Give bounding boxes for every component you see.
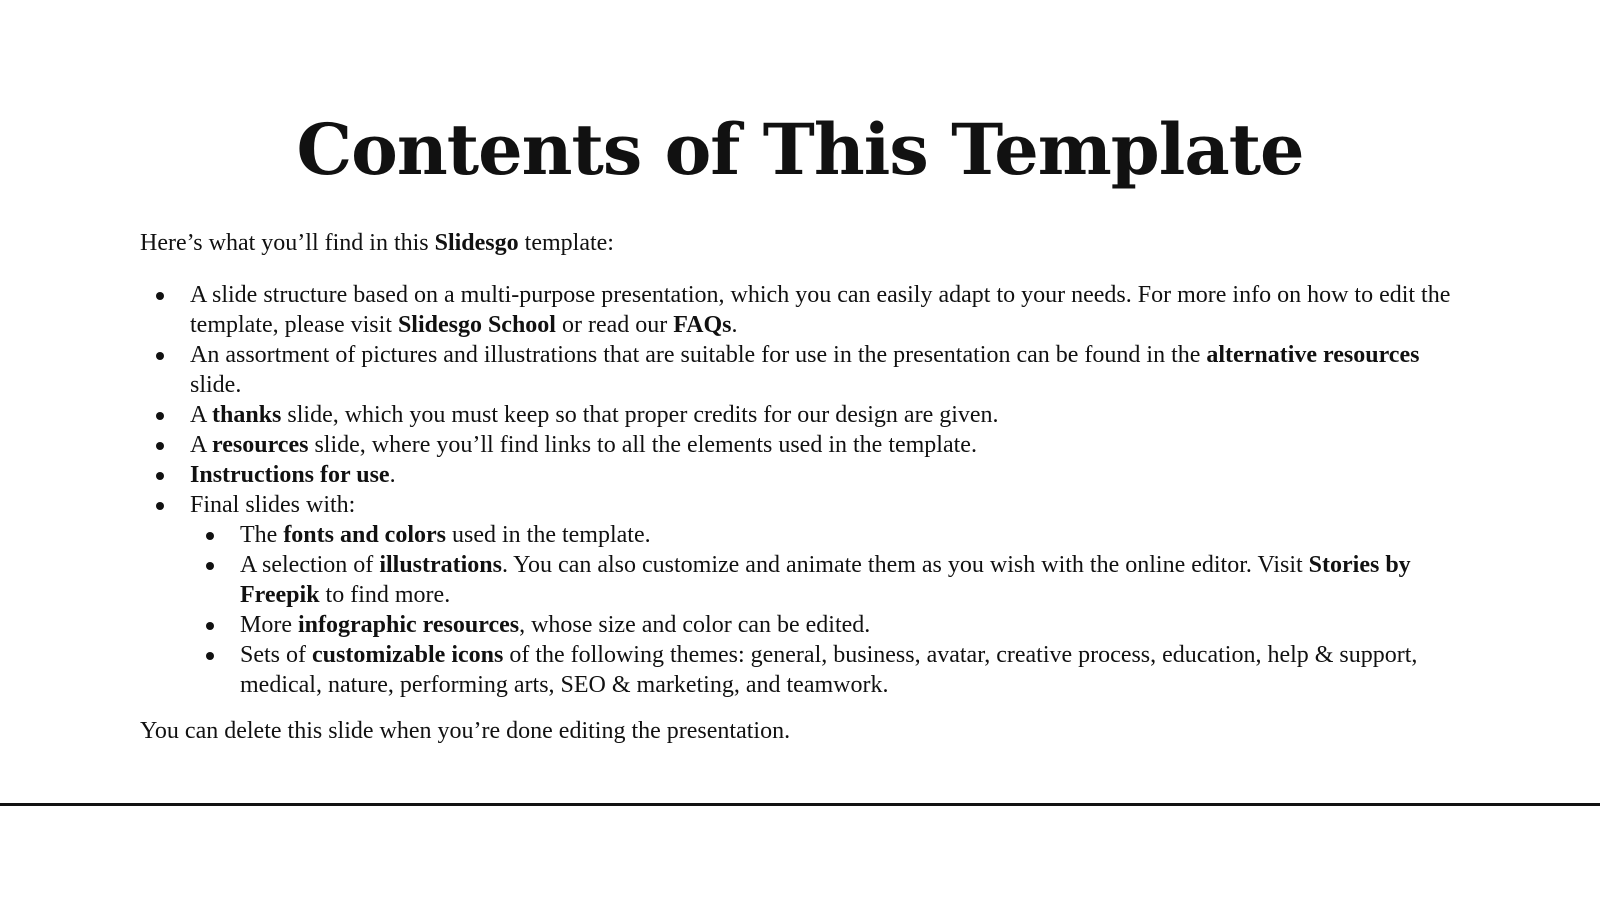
bullet-icon bbox=[156, 472, 164, 480]
bullet-icon bbox=[206, 532, 214, 540]
item-bold: fonts and colors bbox=[283, 522, 446, 548]
footer-divider bbox=[0, 803, 1600, 806]
item-bold: Slidesgo School bbox=[397, 312, 556, 338]
sub-list-item bbox=[240, 610, 1470, 640]
item-bold: customizable icons bbox=[312, 642, 504, 668]
bullet-icon bbox=[206, 562, 214, 570]
slide-title: Contents of This Template bbox=[296, 108, 1304, 191]
sub-list-item bbox=[240, 640, 1470, 700]
item-text: More bbox=[240, 612, 298, 638]
sub-list-item bbox=[240, 550, 1470, 610]
final-slides-list bbox=[190, 520, 1470, 700]
list-item bbox=[190, 430, 1470, 460]
list-item bbox=[190, 280, 1470, 340]
bullet-icon bbox=[156, 502, 164, 510]
item-text: A selection of bbox=[240, 552, 380, 578]
item-text: . bbox=[389, 462, 396, 488]
bullet-icon bbox=[156, 292, 164, 300]
intro-text-part: Here’s what you’ll find in this bbox=[140, 230, 435, 256]
bullet-icon bbox=[156, 412, 164, 420]
item-text: slide, which you must keep so that proper credits for our design are given. bbox=[281, 402, 999, 428]
intro-text-part: template: bbox=[518, 230, 614, 256]
item-text: A bbox=[190, 432, 213, 458]
bullet-icon bbox=[206, 622, 214, 630]
item-text: of the following themes: general, business, avatar, creative process, education, help & support, medical, nature, performing arts, SEO & marketing, and teamwork. bbox=[240, 642, 1418, 698]
item-text: The bbox=[240, 522, 284, 548]
item-bold: Instructions for use bbox=[190, 462, 390, 488]
contents-list bbox=[140, 280, 1470, 700]
bullet-icon bbox=[206, 652, 214, 660]
item-text: . bbox=[731, 312, 738, 338]
item-text: An assortment of pictures and illustrations that are suitable for use in the presentation can be found in the bbox=[190, 342, 1207, 368]
bullet-icon bbox=[156, 352, 164, 360]
item-bold: infographic resources bbox=[297, 612, 520, 638]
list-item bbox=[190, 490, 1470, 700]
item-text: Final slides with: bbox=[190, 492, 356, 518]
item-bold: thanks bbox=[212, 402, 282, 428]
item-text: slide. bbox=[190, 372, 242, 398]
item-bold: illustrations bbox=[379, 552, 502, 578]
item-text: A bbox=[190, 402, 213, 428]
slide-body bbox=[140, 228, 1470, 746]
list-item bbox=[190, 340, 1470, 400]
item-bold: FAQs bbox=[673, 312, 732, 338]
item-text: A slide structure based on a multi-purpose presentation, which you can easily adapt to your needs. For more info on how to edit the template, please visit bbox=[190, 282, 1451, 338]
intro-brand: Slidesgo bbox=[434, 230, 519, 256]
item-text: to find more. bbox=[319, 582, 451, 608]
item-text: Sets of bbox=[240, 642, 312, 668]
item-text: or read our bbox=[555, 312, 674, 338]
sub-list-item bbox=[240, 520, 1470, 550]
item-text: slide, where you’ll find links to all the elements used in the template. bbox=[308, 432, 977, 458]
bullet-icon bbox=[156, 442, 164, 450]
list-item bbox=[190, 460, 1470, 490]
item-text: . You can also customize and animate them as you wish with the online editor. Visit bbox=[502, 552, 1309, 578]
item-bold: resources bbox=[212, 432, 309, 458]
list-item bbox=[190, 400, 1470, 430]
item-bold: alternative resources bbox=[1206, 342, 1420, 368]
item-text: used in the template. bbox=[446, 522, 651, 548]
item-text: , whose size and color can be edited. bbox=[519, 612, 871, 638]
item-bold: Stories by Freepik bbox=[240, 552, 1411, 608]
intro-text bbox=[140, 228, 1470, 258]
outro-text: You can delete this slide when you’re done editing the presentation. bbox=[140, 718, 791, 744]
